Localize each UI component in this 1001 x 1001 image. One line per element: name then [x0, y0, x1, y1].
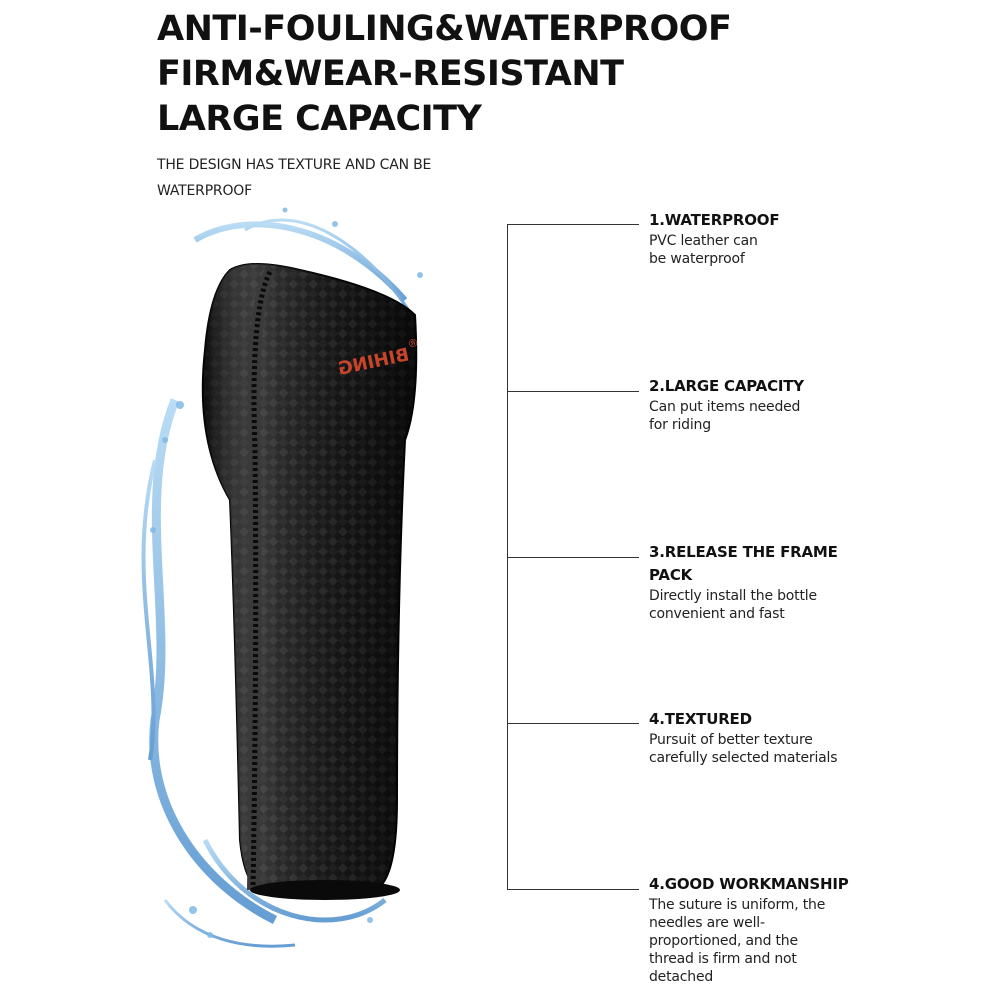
bag-bottom [250, 880, 400, 900]
product-image [135, 200, 440, 960]
feature-title: 1.WATERPROOF [649, 211, 780, 229]
feature-description: The suture is uniform, the needles are well- proportioned, and the thread is firm and not detached [649, 897, 826, 985]
bottle-bag-illustration [135, 200, 440, 960]
feature-tick-2 [507, 391, 639, 392]
feature-tick-4 [507, 723, 639, 724]
feature-description: Directly install the bottle convenient and fast [649, 588, 817, 622]
feature-tick-3 [507, 557, 639, 558]
headline-anti-fouling: ANTI-FOULING&WATERPROOF [157, 9, 732, 49]
feature-waterproof [649, 209, 989, 268]
feature-title: 4.GOOD WORKMANSHIP [649, 875, 849, 893]
feature-large-capacity [649, 375, 989, 434]
feature-description: Pursuit of better texture carefully selected materials [649, 732, 838, 766]
feature-title: 3.RELEASE THE FRAME PACK [649, 543, 838, 584]
headline-firm-wear-resistant: FIRM&WEAR-RESISTANT [157, 54, 624, 94]
feature-description: PVC leather can be waterproof [649, 233, 758, 267]
feature-tick-5 [507, 889, 639, 890]
feature-title: 2.LARGE CAPACITY [649, 377, 804, 395]
feature-good-workmanship [649, 873, 989, 986]
feature-description: Can put items needed for riding [649, 399, 801, 433]
subtitle: THE DESIGN HAS TEXTURE AND CAN BE WATERPROOF [157, 157, 432, 199]
svg-text:BIHING: BIHING [336, 344, 412, 380]
feature-tick-1 [507, 224, 639, 225]
feature-textured [649, 708, 989, 767]
headline-large-capacity: LARGE CAPACITY [157, 99, 482, 139]
svg-text:®: ® [406, 335, 420, 351]
feature-release-frame-pack [649, 541, 989, 623]
feature-title: 4.TEXTURED [649, 710, 752, 728]
